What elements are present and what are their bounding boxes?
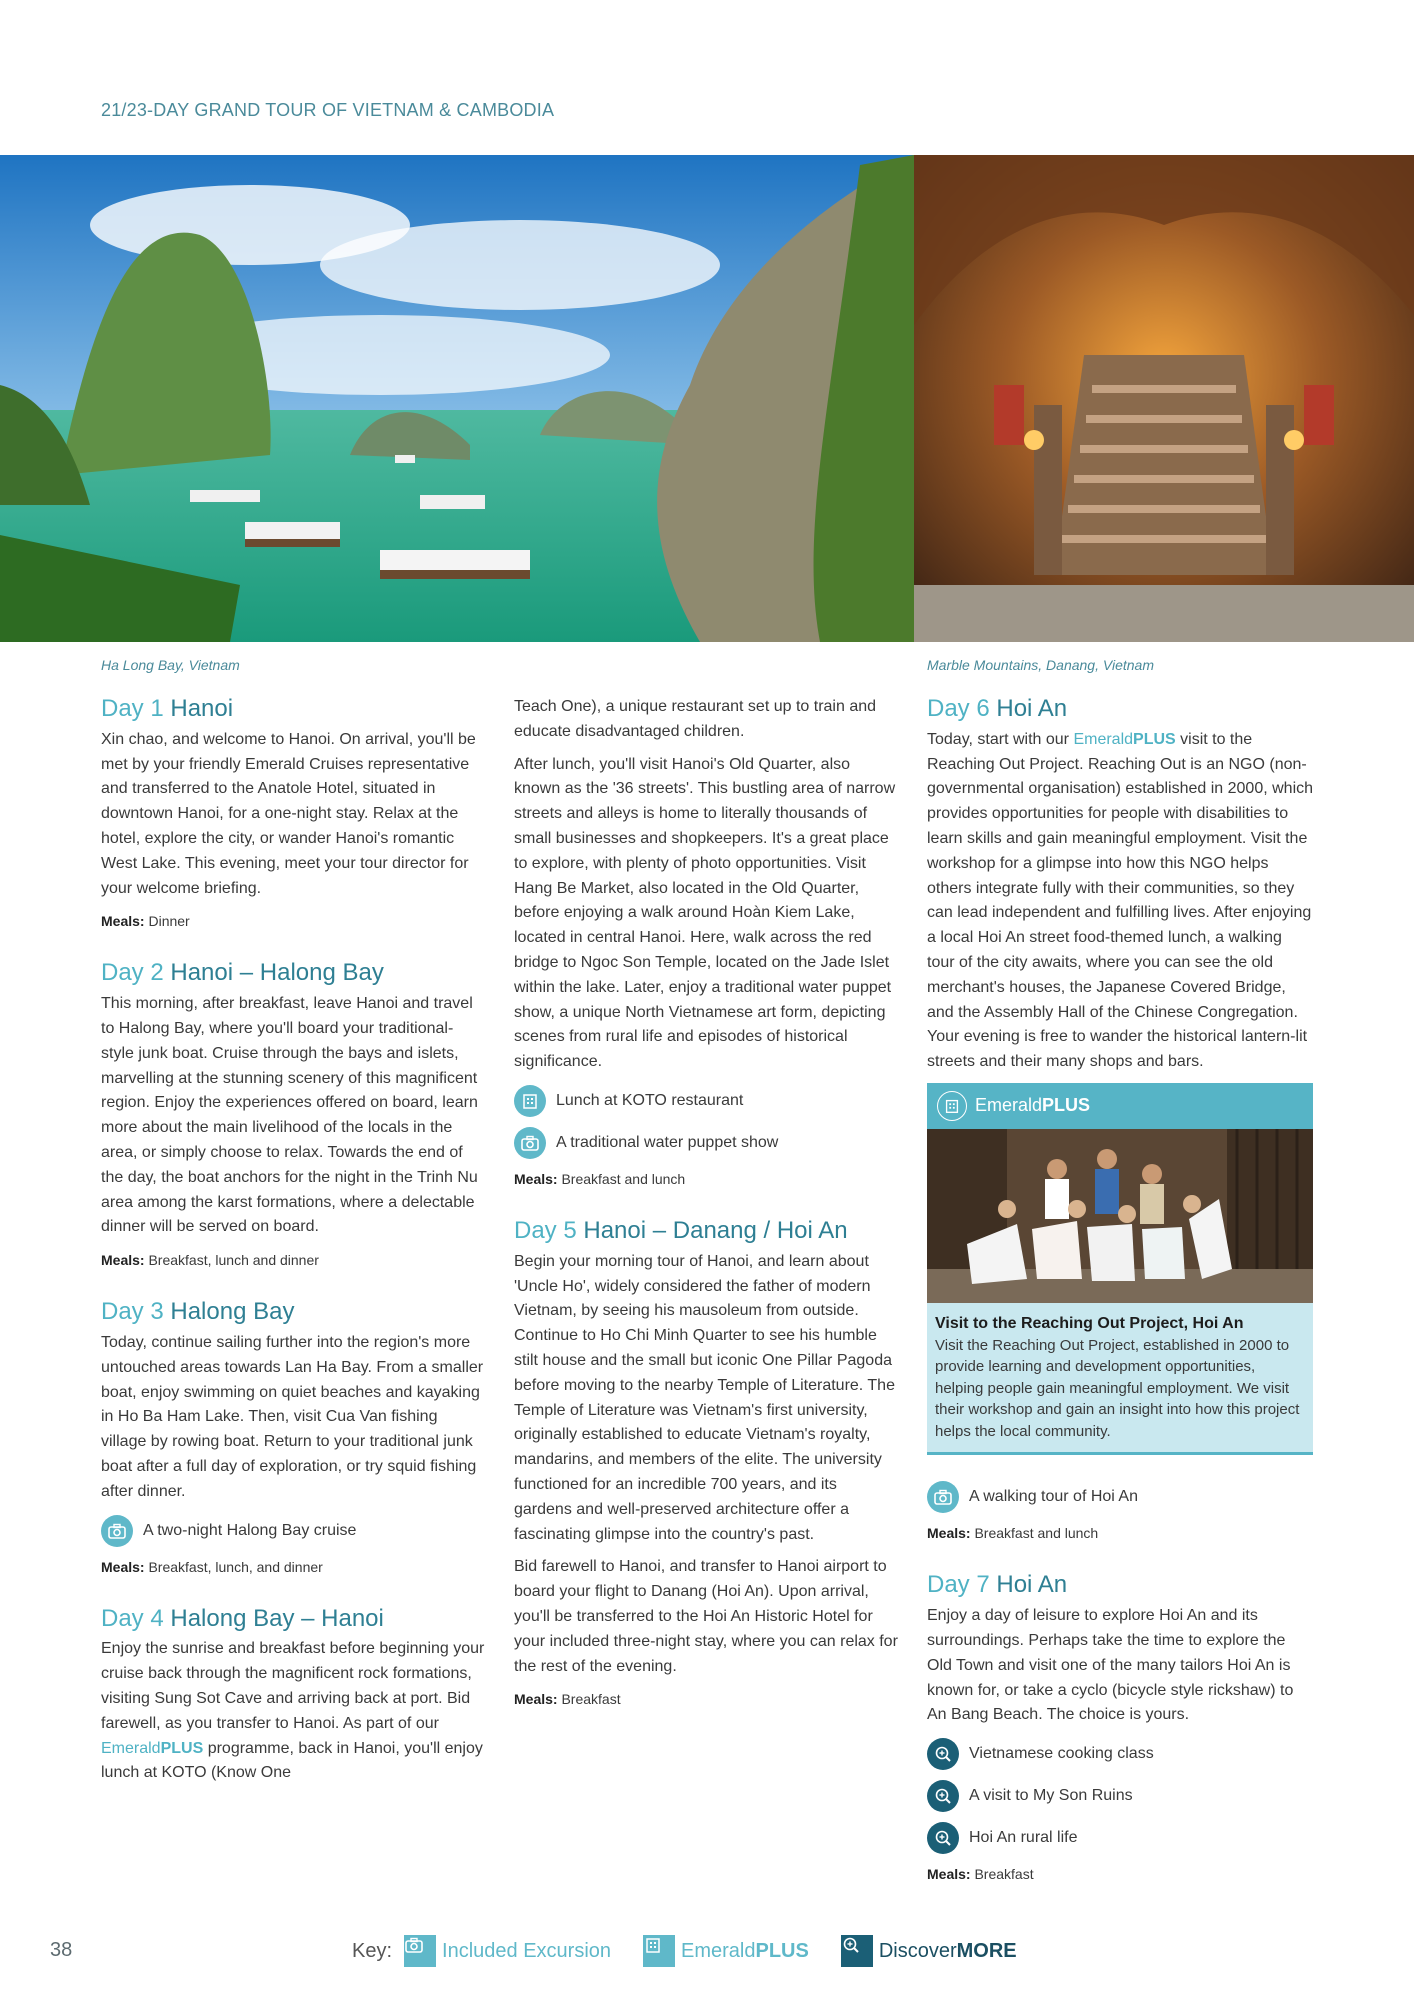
day-7-discover-2: A visit to My Son Ruins: [927, 1780, 1313, 1812]
magnifier-plus-icon: [927, 1738, 959, 1770]
day-5-body-2: Bid farewell to Hanoi, and transfer to Hanoi airport to board your flight to Danang (Hoi An). Upon arrival, you'll be transferred to the Hoi An Historic Hotel for your included three-night stay, where you can relax for the rest of the evening.: [514, 1558, 898, 1675]
day-6-highlights: [927, 1481, 1313, 1541]
day-7-body: Enjoy a day of leisure to explore Hoi An and its surroundings. Perhaps take the time to explore the Old Town and visit one of the many tailors Hoi An is known for, or take a cyclo (bicycle style rickshaw) to An Bang Beach. The choice is yours.: [927, 1607, 1294, 1724]
camera-icon: [514, 1127, 546, 1159]
key-included-excursion: Included Excursion: [404, 1935, 611, 1967]
itinerary-column-1: [101, 695, 486, 1816]
icon-key: [352, 1935, 1049, 1967]
promo-title: Visit to the Reaching Out Project, Hoi An: [935, 1314, 1244, 1332]
day-7-section: [927, 1571, 1313, 1882]
day-7-discover-1: Vietnamese cooking class: [927, 1738, 1313, 1770]
promo-brand-label: EmeraldPLUS: [975, 1095, 1091, 1116]
day-5-section: [514, 1217, 899, 1707]
emeraldplus-building-icon: [937, 1091, 967, 1121]
magnifier-plus-icon: [841, 1935, 873, 1967]
day-1-body: Xin chao, and welcome to Hanoi. On arrival, you'll be met by your friendly Emerald Cruises representative and transferred to the Anatole Hotel, situated in downtown Hanoi, for a one-night stay. Relax at the hotel, explore the city, or wander Hanoi's romantic West Lake. This evening, meet your tour director for your welcome briefing.: [101, 730, 476, 897]
day-4-section: [101, 1605, 486, 1787]
camera-icon: [404, 1935, 436, 1967]
day-2-meals: Meals: Breakfast, lunch and dinner: [101, 1252, 319, 1269]
day-5-body-1: Begin your morning tour of Hanoi, and learn about 'Uncle Ho', widely considered the father of modern Vietnam, by seeing his mausoleum from outside. Continue to Ho Chi Minh Quarter to see his humble stilt house and the small but iconic One Pillar Pagoda before moving to the nearby Temple of Literature. The Temple of Literature was Vietnam's first university, originally established to educate Vietnam's royalty, mandarins, and members of the elite. The university functioned for an incredible 700 years, and its gardens and well-preserved architecture offer a fascinating glimpse into the country's past.: [514, 1252, 895, 1543]
day-6-included-excursion: A walking tour of Hoi An: [927, 1481, 1313, 1513]
day-5-heading: Day 5 Hanoi – Danang / Hoi An: [514, 1216, 848, 1244]
day-3-body: Today, continue sailing further into the region's more untouched areas towards Lan Ha Bay. From a smaller boat, enjoy swimming on quiet beaches and kayaking in Ho Ba Ham Lake. Then, visit Cua Van fishing village by rowing boat. Return to your traditional junk boat after a full day of exploration, or try squid fishing after dinner.: [101, 1333, 484, 1500]
day-1-section: [101, 695, 486, 929]
emeraldplus-building-icon: [643, 1935, 675, 1967]
halong-bay-photo: [0, 155, 914, 642]
photo-caption-left: Ha Long Bay, Vietnam: [101, 657, 240, 673]
day-6-body: Today, start with our EmeraldPLUS visit to the Reaching Out Project. Reaching Out is an NGO (non-governmental organisation) established in 2000, which provides opportunities for people with disabilities to learn skills and gain meaningful employment. Visit the workshop for a glimpse into how this NGO helps others integrate fully with their communities, so they can lead independent and fulfilling lives. After enjoying a local Hoi An street food-themed lunch, a walking tour of the city awaits, where you can see the old merchant's houses, the Japanese Covered Bridge, and the Assembly Hall of the Chinese Congregation. Your evening is free to wander the historical lantern-lit streets and their many shops and bars.: [927, 730, 1314, 1071]
day-2-heading: Day 2 Hanoi – Halong Bay: [101, 959, 384, 987]
camera-icon: [927, 1481, 959, 1513]
itinerary-column-3: [927, 695, 1313, 1912]
key-discovermore: DiscoverMORE: [841, 1935, 1017, 1967]
day-4-body-cont-2: After lunch, you'll visit Hanoi's Old Quarter, also known as the '36 streets'. This bustling area of narrow streets and alleys is home to literally thousands of small businesses and shopkeepers. It's a great place to explore, with plenty of photo opportunities. Visit Hang Be Market, also located in the Old Quarter, before enjoying a walk around Hoàn Kiem Lake, located in central Hanoi. Here, walk across the red bridge to Ngoc Son Temple, located on the Jade Islet within the lake. Later, enjoy a traditional water puppet show, a unique North Vietnamese art form, depicting scenes from rural life and episodes of historical significance.: [514, 755, 896, 1071]
page-header-title: 21/23-DAY GRAND TOUR OF VIETNAM & CAMBODIA: [101, 100, 555, 120]
day-4-body: Enjoy the sunrise and breakfast before beginning your cruise back through the magnificent rock formations, visiting Sung Sot Cave and arriving back at port. Bid farewell, as you transfer to Hanoi. As part of our EmeraldPLUS programme, back in Hanoi, you'll enjoy lunch at KOTO (Know One: [101, 1640, 485, 1782]
promo-header: [927, 1083, 1313, 1129]
reaching-out-photo: [927, 1129, 1313, 1303]
emeraldplus-building-icon: [514, 1085, 546, 1117]
promo-description: Visit the Reaching Out Project, established in 2000 to provide learning and development opportunities, helping people gain meaningful employment. We visit their workshop and gain an insight into how this project helps the local community.: [935, 1336, 1300, 1440]
magnifier-plus-icon: [927, 1822, 959, 1854]
day-3-heading: Day 3 Halong Bay: [101, 1298, 295, 1326]
day-4-body-cont-1: Teach One), a unique restaurant set up to train and educate disadvantaged children.: [514, 698, 877, 740]
day-6-meals: Meals: Breakfast and lunch: [927, 1525, 1099, 1542]
day-6-heading: Day 6 Hoi An: [927, 695, 1068, 722]
day-4-emeraldplus-highlight: Lunch at KOTO restaurant: [514, 1085, 899, 1117]
day-7-meals: Meals: Breakfast: [927, 1866, 1034, 1883]
day-6-section: [927, 695, 1313, 1075]
magnifier-plus-icon: [927, 1780, 959, 1812]
day-5-meals: Meals: Breakfast: [514, 1691, 621, 1708]
itinerary-column-2: [514, 695, 899, 1737]
key-label: Key:: [352, 1939, 393, 1962]
day-4-included-excursion: A traditional water puppet show: [514, 1127, 899, 1159]
day-4-meals: Meals: Breakfast and lunch: [514, 1170, 686, 1187]
day-2-body: This morning, after breakfast, leave Hanoi and travel to Halong Bay, where you'll board your traditional-style junk boat. Cruise through the bays and islets, marvelling at the stunning scenery of this magnificent region. Enjoy the experiences offered on board, learn more about the main livelihood of the locals in the area, or simply choose to relax. Towards the end of the day, the boat anchors for the night in the Trinh Nu area among the karst formations, where a delectable dinner will be served on board.: [101, 995, 478, 1236]
key-emeraldplus: EmeraldPLUS: [643, 1935, 809, 1967]
page-footer: [0, 1935, 1414, 1971]
photo-caption-right: Marble Mountains, Danang, Vietnam: [927, 657, 1154, 673]
day-4-continued: [514, 695, 899, 1187]
day-7-heading: Day 7 Hoi An: [927, 1571, 1068, 1599]
marble-mountains-photo: [914, 155, 1414, 642]
emeraldplus-inline-label: EmeraldPLUS: [101, 1739, 204, 1757]
emeraldplus-inline-label: EmeraldPLUS: [1073, 730, 1176, 748]
promo-body: [927, 1303, 1313, 1456]
day-3-section: [101, 1298, 486, 1574]
day-4-heading: Day 4 Halong Bay – Hanoi: [101, 1604, 384, 1632]
day-1-meals: Meals: Dinner: [101, 913, 190, 930]
page-number: 38: [50, 1939, 73, 1961]
emeraldplus-promo-box: [927, 1083, 1313, 1456]
day-3-included-excursion: A two-night Halong Bay cruise: [101, 1515, 486, 1547]
day-2-section: [101, 959, 486, 1268]
day-3-meals: Meals: Breakfast, lunch, and dinner: [101, 1558, 323, 1575]
camera-icon: [101, 1515, 133, 1547]
day-1-heading: Day 1 Hanoi: [101, 695, 234, 722]
day-7-discover-3: Hoi An rural life: [927, 1822, 1313, 1854]
